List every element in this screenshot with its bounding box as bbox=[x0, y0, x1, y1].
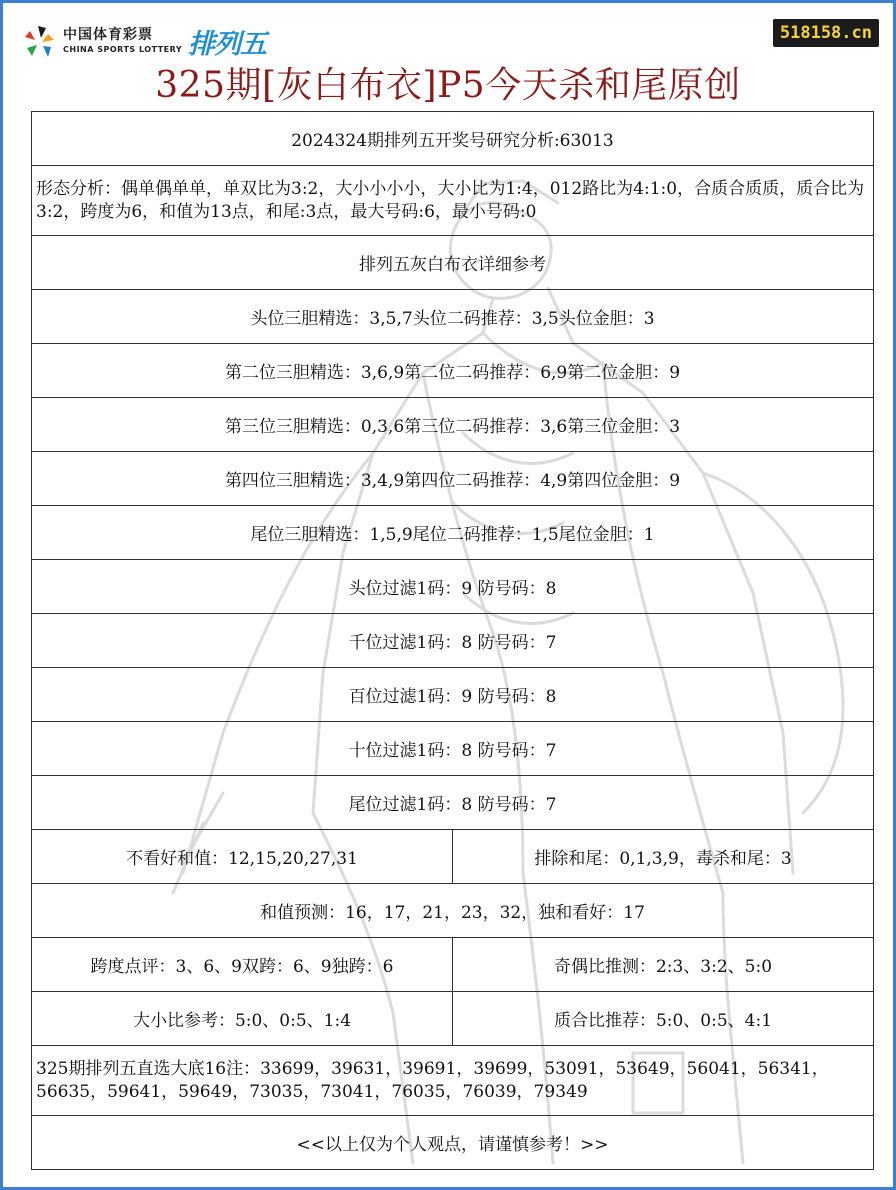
form-analysis-cell: 形态分析：偶单偶单单，单双比为3:2，大小小小小，大小比为1:4，012路比为4:1:0，合质合质质，质合比为3:2，跨度为6，和值为13点，和尾:3点，最大号码:6，最小号码:0 bbox=[32, 166, 874, 236]
filter-1-cell: 头位过滤1码：9 防号码：8 bbox=[32, 560, 874, 614]
lottery-star-icon bbox=[21, 23, 57, 59]
logo-chinese-name: 中国体育彩票 bbox=[63, 27, 153, 43]
span-review-cell: 跨度点评：3、6、9双跨：6、9独跨：6 bbox=[32, 938, 453, 992]
position-3-cell: 第三位三胆精选：0,3,6第三位二码推荐：3,6第三位金胆：3 bbox=[32, 398, 874, 452]
tail-exclude-cell: 排除和尾：0,1,3,9，毒杀和尾：3 bbox=[453, 830, 874, 884]
lottery-logo bbox=[21, 21, 266, 61]
position-2-cell: 第二位三胆精选：3,6,9第二位二码推荐：6,9第二位金胆：9 bbox=[32, 344, 874, 398]
filter-5-cell: 尾位过滤1码：8 防号码：7 bbox=[32, 776, 874, 830]
direct-picks-cell: 325期排列五直选大底16注：33699，39631，39691，39699，53091，53649，56041，56341，56635，59641，59649，73035，73041，76035，76039，79349 bbox=[32, 1046, 874, 1116]
detail-title-cell: 排列五灰白布衣详细参考 bbox=[32, 236, 874, 290]
position-4-cell: 第四位三胆精选：3,4,9第四位二码推荐：4,9第四位金胆：9 bbox=[32, 452, 874, 506]
sum-predict-cell: 和值预测：16，17，21，23，32，独和看好：17 bbox=[32, 884, 874, 938]
game-name: 排列五 bbox=[188, 28, 267, 60]
analysis-table bbox=[31, 111, 874, 1170]
analysis-title-cell: 2024324期排列五开奖号研究分析:63013 bbox=[32, 112, 874, 166]
sum-exclude-cell: 不看好和值：12,15,20,27,31 bbox=[32, 830, 453, 884]
filter-4-cell: 十位过滤1码：8 防号码：7 bbox=[32, 722, 874, 776]
site-badge[interactable]: 518158.cn bbox=[773, 19, 879, 47]
odd-even-cell: 奇偶比推测：2:3、3:2、5:0 bbox=[453, 938, 874, 992]
logo-english-name: CHINA SPORTS LOTTERY bbox=[63, 45, 183, 54]
page-title: 325期[灰白布衣]P5今天杀和尾原创 bbox=[155, 65, 741, 106]
disclaimer-cell: <<以上仅为个人观点，请谨慎参考！>> bbox=[32, 1116, 874, 1170]
prime-composite-cell: 质合比推荐：5:0、0:5、4:1 bbox=[453, 992, 874, 1046]
position-1-cell: 头位三胆精选：3,5,7头位二码推荐：3,5头位金胆：3 bbox=[32, 290, 874, 344]
filter-2-cell: 千位过滤1码：8 防号码：7 bbox=[32, 614, 874, 668]
logo-text bbox=[63, 28, 182, 54]
filter-3-cell: 百位过滤1码：9 防号码：8 bbox=[32, 668, 874, 722]
big-small-cell: 大小比参考：5:0、0:5、1:4 bbox=[32, 992, 453, 1046]
position-5-cell: 尾位三胆精选：1,5,9尾位二码推荐：1,5尾位金胆：1 bbox=[32, 506, 874, 560]
header bbox=[3, 3, 893, 109]
